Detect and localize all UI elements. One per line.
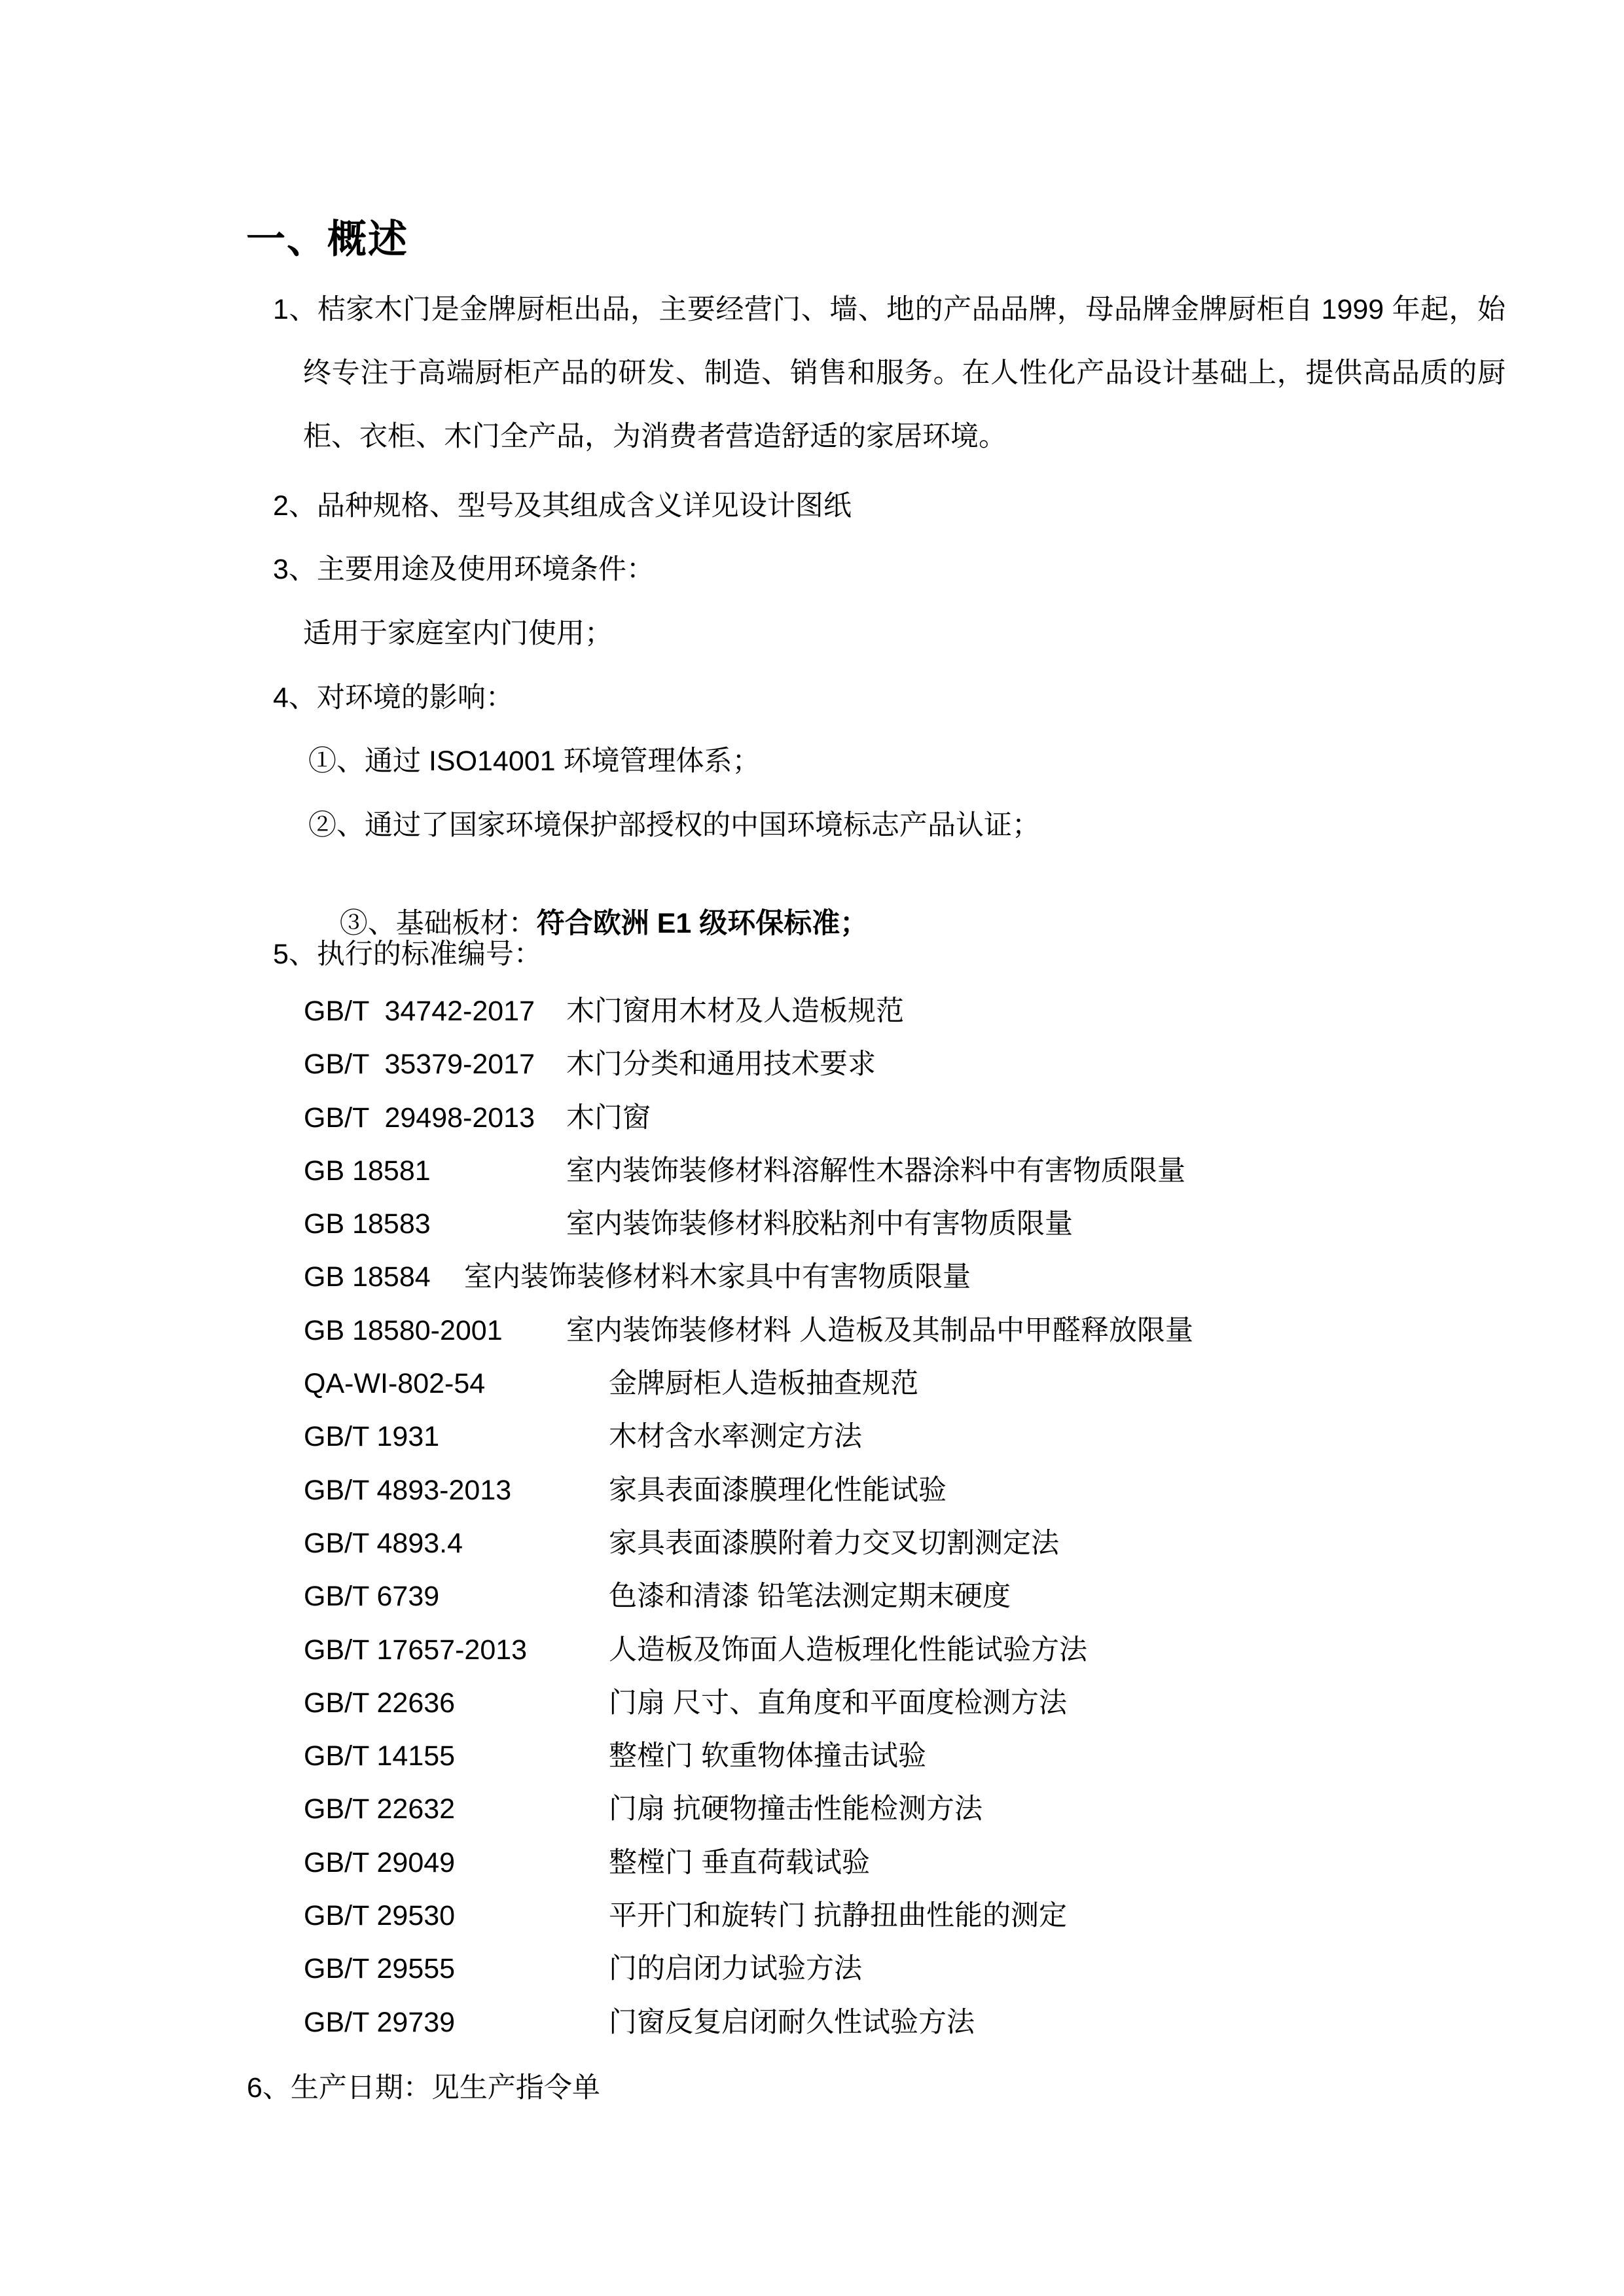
standard-id: GB/T 4893.4 xyxy=(304,1527,463,1559)
item4-sub3-prefix: ③、基础板材： xyxy=(339,907,537,939)
standard-desc: 木门窗用木材及人造板规范 xyxy=(566,996,904,1027)
standard-id: GB/T 34742-2017 xyxy=(304,996,535,1027)
standard-row xyxy=(304,1527,1508,1580)
paragraph-item3-sub: 适用于家庭室内门使用； xyxy=(303,618,613,649)
standard-row xyxy=(304,1634,1508,1687)
standard-desc: 门窗反复启闭耐久性试验方法 xyxy=(609,2006,975,2038)
standard-row xyxy=(304,1899,1508,1952)
standard-id: GB 18583 xyxy=(304,1208,431,1240)
paragraph-item1-line2: 终专注于高端厨柜产品的研发、制造、销售和服务。在人性化产品设计基础上，提供高品质的厨 xyxy=(303,357,1506,389)
paragraph-item1-line1: 1、桔家木门是金牌厨柜出品，主要经营门、墙、地的产品品牌，母品牌金牌厨柜自 1999 年起，始 xyxy=(273,294,1506,325)
standard-row xyxy=(304,1155,1508,1208)
standard-id: GB/T 6739 xyxy=(304,1581,440,1613)
standard-id: GB/T 22636 xyxy=(304,1687,456,1719)
standards-list xyxy=(304,995,1508,2059)
standard-desc: 木门分类和通用技术要求 xyxy=(566,1049,876,1081)
standard-row xyxy=(304,1367,1508,1420)
paragraph-item5: 5、执行的标准编号： xyxy=(273,939,542,970)
standard-desc: 色漆和清漆 铅笔法测定期末硬度 xyxy=(609,1581,1011,1613)
standard-row xyxy=(304,1793,1508,1846)
standard-desc: 室内装饰装修材料胶粘剂中有害物质限量 xyxy=(566,1208,1073,1240)
standard-desc: 门扇 尺寸、直角度和平面度检测方法 xyxy=(609,1687,1067,1719)
standard-row xyxy=(304,1740,1508,1793)
standard-desc: 门扇 抗硬物撞击性能检测方法 xyxy=(609,1793,983,1825)
standard-row xyxy=(304,1474,1508,1527)
standard-desc: 人造板及饰面人造板理化性能试验方法 xyxy=(609,1634,1087,1666)
standard-row xyxy=(304,1846,1508,1899)
paragraph-item1-line3: 柜、衣柜、木门全产品，为消费者营造舒适的家居环境。 xyxy=(303,421,1007,452)
standard-desc: 整樘门 软重物体撞击试验 xyxy=(609,1740,926,1772)
standard-id: GB/T 1931 xyxy=(304,1421,440,1453)
standard-id: QA-WI-802-54 xyxy=(304,1368,486,1400)
standard-row xyxy=(304,995,1508,1048)
standard-id: GB/T 35379-2017 xyxy=(304,1049,535,1081)
standard-id: GB/T 29049 xyxy=(304,1846,456,1878)
standard-desc: 室内装饰装修材料木家具中有害物质限量 xyxy=(464,1261,971,1293)
standard-row xyxy=(304,1102,1508,1155)
standard-id: GB/T 29530 xyxy=(304,1900,456,1932)
standard-desc: 木门窗 xyxy=(566,1102,651,1134)
standard-desc: 家具表面漆膜附着力交叉切割测定法 xyxy=(609,1527,1059,1559)
standard-id: GB/T 29498-2013 xyxy=(304,1102,535,1134)
section-title: 一、概述 xyxy=(246,217,408,261)
standard-id: GB/T 29739 xyxy=(304,2006,456,2038)
standard-row xyxy=(304,1261,1508,1314)
item4-sub3-bold-text: 符合欧洲 E1 级环保标准； xyxy=(536,907,869,939)
standard-desc: 室内装饰装修材料 人造板及其制品中甲醛释放限量 xyxy=(566,1314,1193,1346)
standard-desc: 室内装饰装修材料溶解性木器涂料中有害物质限量 xyxy=(566,1155,1185,1187)
standard-row xyxy=(304,1687,1508,1740)
paragraph-item2: 2、品种规格、型号及其组成含义详见设计图纸 xyxy=(273,490,852,522)
standard-row xyxy=(304,1420,1508,1473)
standard-row xyxy=(304,1314,1508,1367)
standard-id: GB/T 22632 xyxy=(304,1793,456,1825)
standard-id: GB/T 17657-2013 xyxy=(304,1634,528,1666)
standard-desc: 整樘门 垂直荷载试验 xyxy=(609,1846,870,1878)
standard-row xyxy=(304,1580,1508,1633)
standard-id: GB/T 29555 xyxy=(304,1953,456,1985)
paragraph-item4-sub1: ①、通过 ISO14001 环境管理体系； xyxy=(308,745,761,777)
standard-desc: 平开门和旋转门 抗静扭曲性能的测定 xyxy=(609,1900,1067,1932)
standard-row xyxy=(304,1048,1508,1101)
paragraph-item4-sub2: ②、通过了国家环境保护部授权的中国环境标志产品认证； xyxy=(308,810,1040,841)
standard-id: GB 18584 xyxy=(304,1261,431,1293)
standard-id: GB 18580-2001 xyxy=(304,1314,503,1346)
standard-row xyxy=(304,2006,1508,2059)
standard-row xyxy=(304,1952,1508,2005)
standard-desc: 家具表面漆膜理化性能试验 xyxy=(609,1474,947,1506)
standard-id: GB/T 14155 xyxy=(304,1740,456,1772)
paragraph-item4: 4、对环境的影响： xyxy=(273,682,514,713)
standard-id: GB 18581 xyxy=(304,1155,431,1187)
paragraph-item6: 6、生产日期：见生产指令单 xyxy=(247,2072,600,2104)
paragraph-item3: 3、主要用途及使用环境条件： xyxy=(273,554,655,585)
standard-id: GB/T 4893-2013 xyxy=(304,1474,512,1506)
standard-desc: 金牌厨柜人造板抽查规范 xyxy=(609,1368,918,1400)
standard-row xyxy=(304,1208,1508,1261)
standard-desc: 门的启闭力试验方法 xyxy=(609,1953,862,1985)
standard-desc: 木材含水率测定方法 xyxy=(609,1421,862,1453)
